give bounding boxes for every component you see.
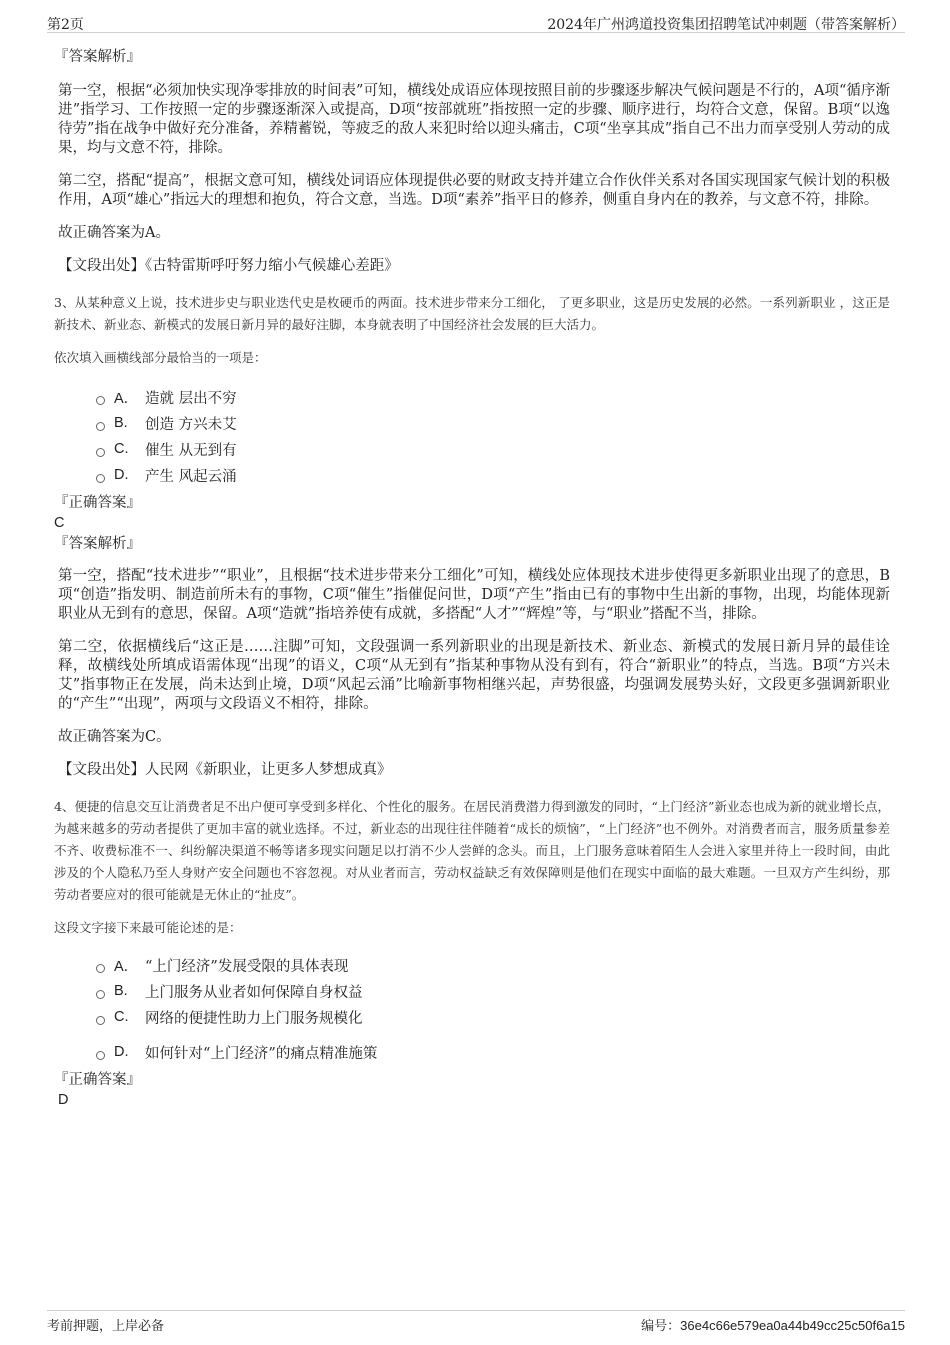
analysis-paragraph: 第一空，根据“必须加快实现净零排放的时间表”可知，横线处成语应体现按照目前的步骤逐步解决气候问题是不行的，A项“循序渐进”指学习、工作按照一定的步骤逐渐深入或提高，D项“按部就班”指按照一定的步骤、顺序进行，均符合文意，保留。B项“以逸待劳”指在战争中做好充分准备，养精蓄锐，等疲乏的敌人来犯时给以迎头痛击，C项“坐享其成”指自己不出力而享受别人劳动的成果，均与文意不符，排除。 bbox=[58, 83, 890, 156]
option-a[interactable]: A． 造就 层出不穷 bbox=[54, 384, 890, 410]
option-text: 催生 从无到有 bbox=[145, 442, 237, 459]
document-title: 2024年广州鸿道投资集团招聘笔试冲刺题（带答案解析） bbox=[547, 17, 905, 33]
option-d[interactable]: D. 如何针对“上门经济”的痛点精准施策 bbox=[54, 1039, 890, 1065]
option-text: 创造 方兴未艾 bbox=[145, 416, 237, 433]
correct-answer-heading: 『正确答案』 bbox=[54, 1072, 141, 1088]
radio-icon[interactable] bbox=[96, 964, 105, 973]
option-c[interactable]: C. 催生 从无到有 bbox=[54, 436, 890, 462]
radio-icon[interactable] bbox=[96, 1051, 105, 1060]
radio-icon[interactable] bbox=[96, 1016, 105, 1025]
source-citation: 【文段出处】人民网《新职业，让更多人梦想成真》 bbox=[58, 762, 392, 778]
radio-icon[interactable] bbox=[96, 448, 105, 457]
document-code: 编号：36e4c66e579ea0a44b49cc25c50f6a15 bbox=[641, 1318, 905, 1333]
page-header bbox=[47, 12, 905, 33]
option-text: 上门服务从业者如何保障自身权益 bbox=[145, 984, 363, 1001]
analysis-heading: 『答案解析』 bbox=[54, 49, 141, 65]
radio-icon[interactable] bbox=[96, 990, 105, 999]
page-footer bbox=[47, 1310, 905, 1333]
question-stem: 4、便捷的信息交互让消费者足不出户便可享受到多样化、个性化的服务。在居民消费潜力得到激发的同时，“上门经济”新业态也成为新的就业增长点，为越来越多的劳动者提供了更加丰富的就业选择。不过，新业态的出现往往伴随着“成长的烦恼”，“上门经济”也不例外。对消费者而言，服务质量参差不齐、收费标准不一、纠纷解决渠道不畅等诸多现实问题足以打消不少人尝鲜的念头。而且，上门服务意味着陌生人会进入家里并待上一段时间，由此涉及的个人隐私乃至人身财产安全问题也不容忽视。对从业者而言，劳动权益缺乏有效保障则是他们在现实中面临的最大难题。一旦双方产生纠纷，那劳动者要应对的很可能就是无休止的“扯皮”。 bbox=[54, 799, 890, 902]
main-content bbox=[54, 44, 890, 1110]
analysis-paragraph: 第二空，搭配“提高”，根据文意可知，横线处词语应体现提供必要的财政支持并建立合作伙伴关系对各国实现国家气候计划的积极作用，A项“雄心”指远大的理想和抱负，符合文意，当选。D项“素养”指平日的修养，侧重自身内在的教养，与文意不符，排除。 bbox=[58, 173, 890, 208]
question-prompt: 依次填入画横线部分最恰当的一项是： bbox=[54, 350, 267, 365]
radio-icon[interactable] bbox=[96, 422, 105, 431]
option-a[interactable]: A． “上门经济”发展受限的具体表现 bbox=[54, 952, 890, 978]
option-text: “上门经济”发展受限的具体表现 bbox=[145, 958, 349, 975]
option-b[interactable]: B. 上门服务从业者如何保障自身权益 bbox=[54, 978, 890, 1004]
answer-conclusion: 故正确答案为A。 bbox=[58, 225, 170, 241]
page-number: 第2页 bbox=[47, 17, 84, 33]
option-text: 产生 风起云涌 bbox=[145, 468, 237, 485]
analysis-paragraph: 第二空，依据横线后“这正是……注脚”可知，文段强调一系列新职业的出现是新技术、新业态、新模式的发展日新月异的最佳诠释，故横线处所填成语需体现“出现”的语义，C项“从无到有”指某种事物从没有到有，符合“新职业”的特点，当选。B项“方兴未艾”指事物正在发展，尚未达到止境，D项“风起云涌”比喻新事物相继兴起，声势很盛，均强调发展势头好，文段更多强调新职业的“产生”“出现”，两项与文段语义不相符，排除。 bbox=[58, 639, 890, 712]
option-d[interactable]: D. 产生 风起云涌 bbox=[54, 462, 890, 488]
answer-conclusion: 故正确答案为C。 bbox=[58, 729, 171, 745]
option-text: 造就 层出不穷 bbox=[145, 390, 237, 407]
radio-icon[interactable] bbox=[96, 474, 105, 483]
question-prompt: 这段文字接下来最可能论述的是： bbox=[54, 920, 242, 935]
correct-answer: C bbox=[54, 515, 65, 531]
correct-answer-heading: 『正确答案』 bbox=[54, 495, 141, 511]
radio-icon[interactable] bbox=[96, 396, 105, 405]
option-text: 如何针对“上门经济”的痛点精准施策 bbox=[145, 1045, 378, 1062]
correct-answer: D bbox=[58, 1092, 69, 1108]
analysis-paragraph: 第一空，搭配“技术进步”“职业”，且根据“技术进步带来分工细化”可知，横线处应体现技术进步使得更多新职业出现了的意思，B项“创造”指发明、制造前所未有的事物，C项“催生”指催促问世，D项“产生”指由已有的事物中生出新的事物，出现，均能体现新职业从无到有的意思，保留。A项“造就”指培养使有成就，多搭配“人才”“辉煌”等，与“职业”搭配不当，排除。 bbox=[58, 568, 890, 622]
analysis-heading: 『答案解析』 bbox=[54, 536, 141, 552]
question-stem: 3、从某种意义上说，技术进步史与职业迭代史是枚硬币的两面。技术进步带来分工细化， 了更多职业，这是历史发展的必然。一系列新职业 ，这正是新技术、新业态、新模式的发展日新月异的最好注脚，本身就表明了中国经济社会发展的巨大活力。 bbox=[54, 295, 890, 332]
option-text: 网络的便捷性助力上门服务规模化 bbox=[145, 1010, 363, 1027]
option-list bbox=[54, 384, 890, 488]
option-c[interactable]: C. 网络的便捷性助力上门服务规模化 bbox=[54, 1004, 890, 1030]
footer-slogan: 考前押题，上岸必备 bbox=[47, 1319, 165, 1334]
option-b[interactable]: B. 创造 方兴未艾 bbox=[54, 410, 890, 436]
option-list bbox=[54, 952, 890, 1065]
source-citation: 【文段出处】《古特雷斯呼吁努力缩小气候雄心差距》 bbox=[58, 258, 399, 274]
